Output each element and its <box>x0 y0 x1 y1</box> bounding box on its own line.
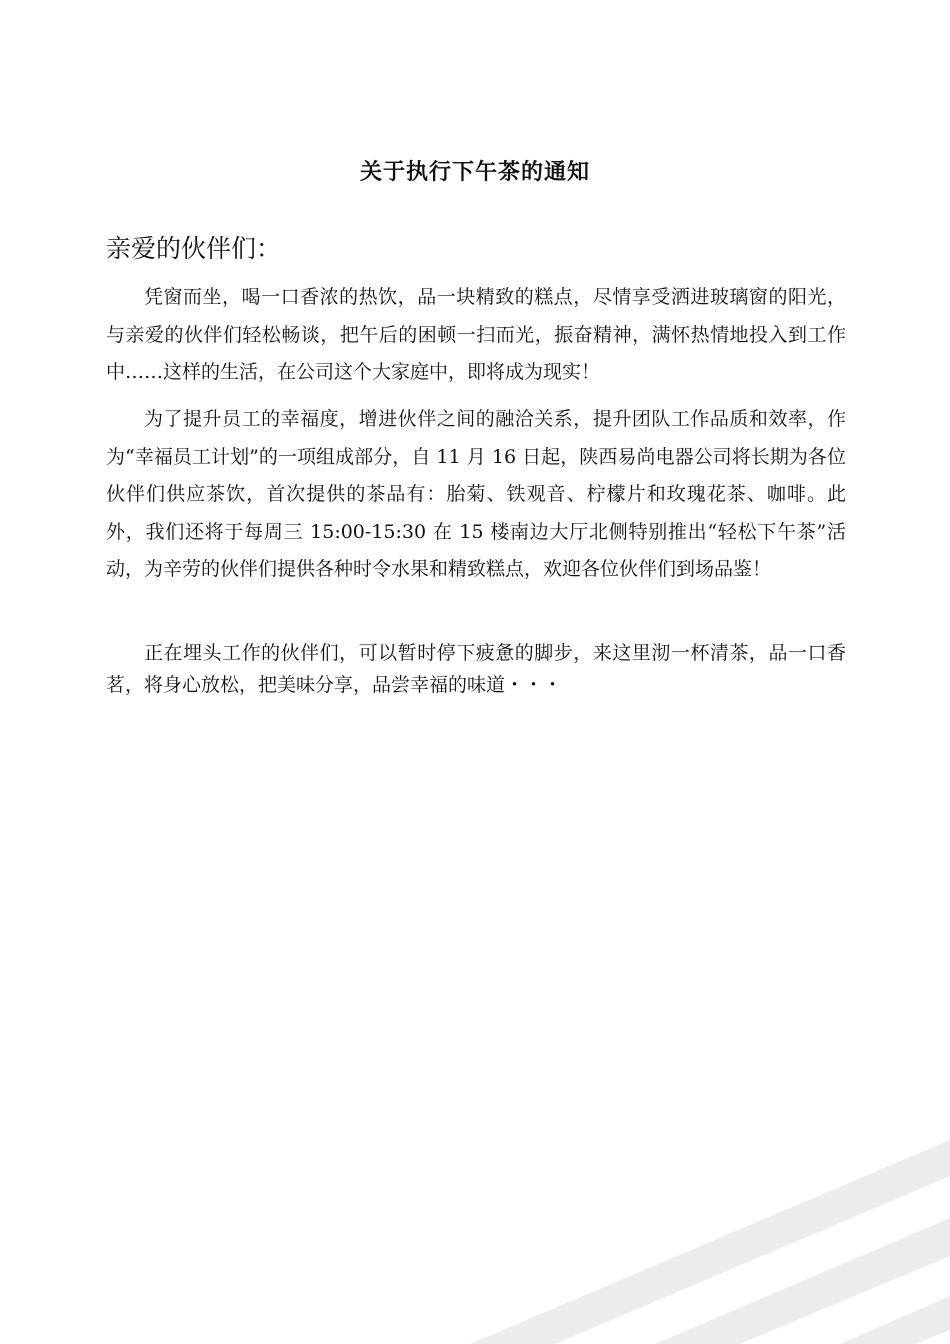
paragraph-1: 凭窗而坐，喝一口香浓的热饮，品一块精致的糕点，尽情享受洒进玻璃窗的阳光，与亲爱的伙伴们轻松畅谈，把午后的困顿一扫而光，振奋精神，满怀热情地投入到工作中……这样的生活，在公司这个大家庭中，即将成为现实！ <box>106 286 846 383</box>
document-title: 关于执行下午茶的通知 <box>359 159 590 185</box>
paragraph-2: 为了提升员工的幸福度，增进伙伴之间的融洽关系，提升团队工作品质和效率，作为“幸福员工计划”的一项组成部分，自 11 月 16 日起，陕西易尚电器公司将长期为各位伙伴们供应茶饮，首次提供的茶品有：胎菊、铁观音、柠檬片和玫瑰花茶、咖啡。此外，我们还将于每周三 15:00-15:30 在 15 楼南边大厅北侧特别推出“轻松下午茶”活动，为辛劳的伙伴们提供各种时令水果和精致糕点，欢迎各位伙伴们到场品鉴！ <box>106 408 846 580</box>
salutation: 亲爱的伙伴们： <box>106 234 282 263</box>
paragraph-3: 正在埋头工作的伙伴们，可以暂时停下疲惫的脚步，来这里沏一杯清茶，品一口香茗，将身心放松，把美味分享，品尝幸福的味道・・・ <box>106 642 846 696</box>
watermark-stripes <box>470 1140 950 1344</box>
